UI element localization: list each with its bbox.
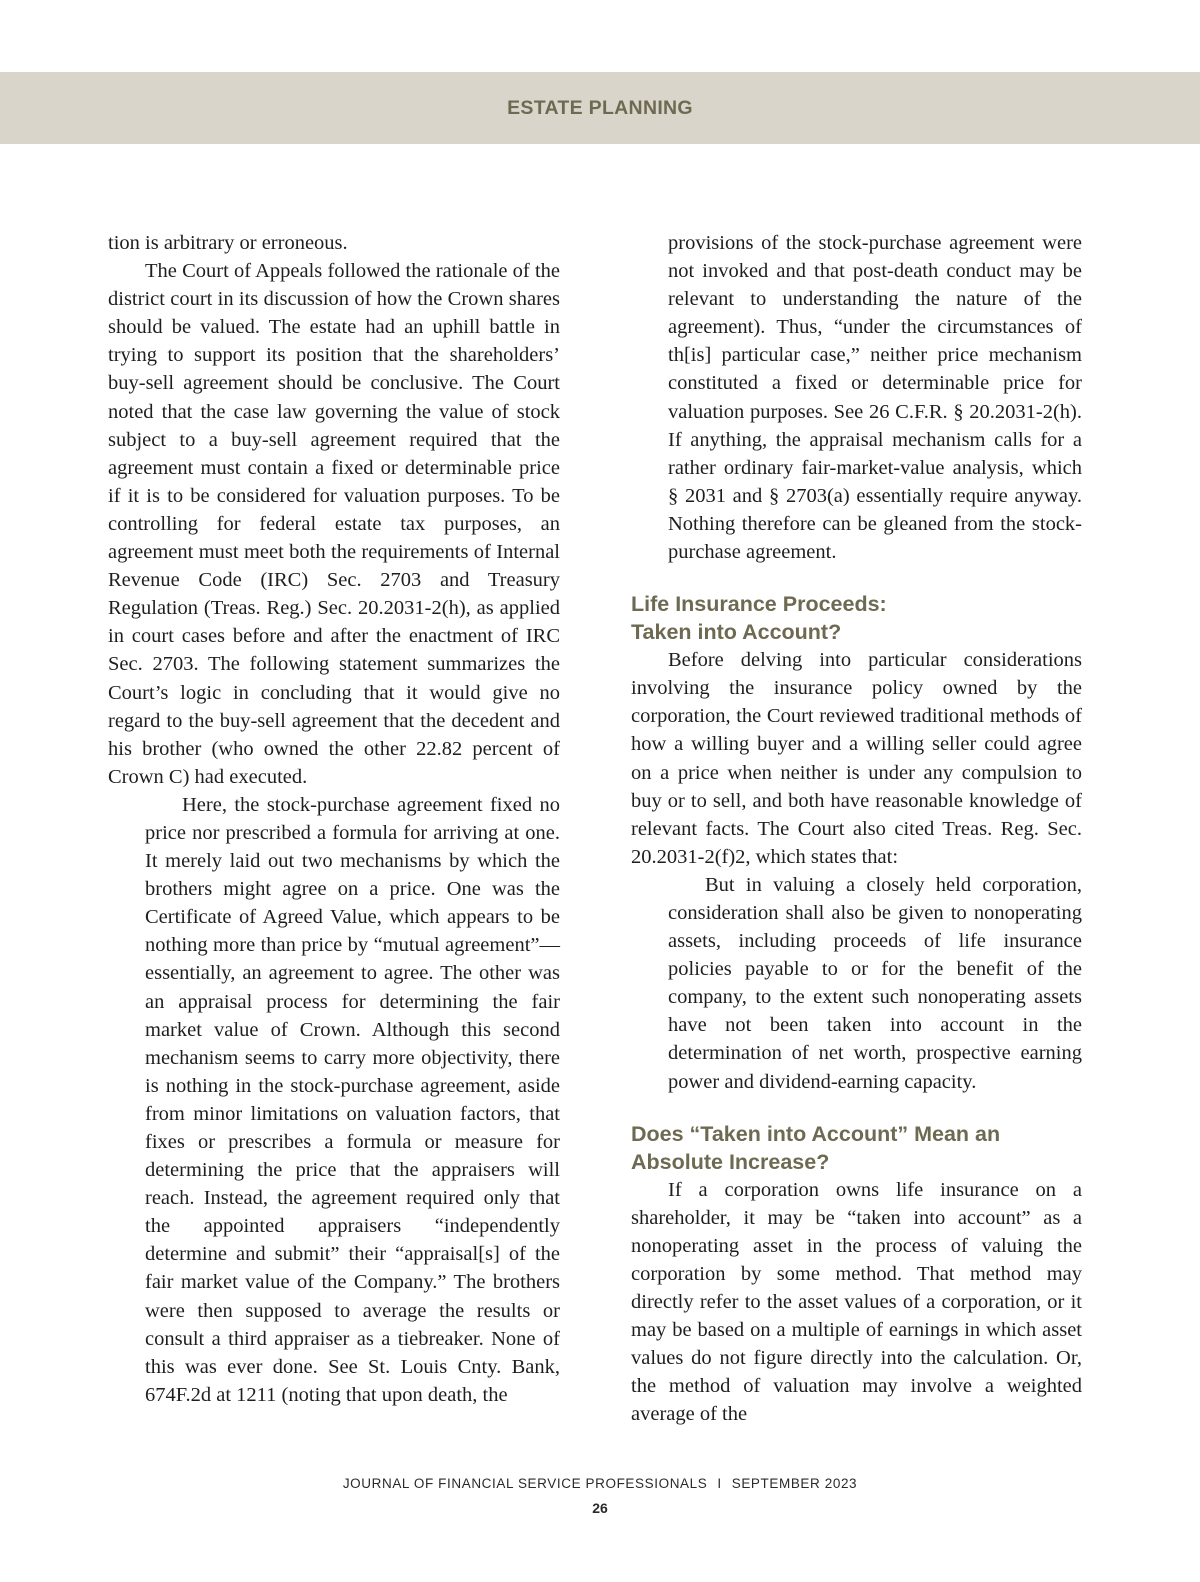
- journal-name: JOURNAL OF FINANCIAL SERVICE PROFESSIONALS: [342, 1476, 708, 1491]
- footer-separator: I: [717, 1476, 722, 1491]
- block-quote-continued: [631, 229, 1082, 566]
- footer-citation: [0, 1474, 1200, 1494]
- section-heading-life-insurance: [631, 590, 1082, 646]
- paragraph-before-delving: Before delving into particular considerations involving the insurance policy owned by the corporation, the Court reviewed traditional methods of how a willing buyer and a willing seller could agree on a price when neither is under any compulsion to buy or to sell, and both have reasonable knowledge of relevant facts. The Court also cited Treas. Reg. Sec. 20.2031-2(f)2, which states that:: [631, 649, 1082, 868]
- page-footer: [0, 1474, 1200, 1518]
- issue-date: SEPTEMBER 2023: [731, 1476, 858, 1491]
- block-quote-text: Here, the stock-purchase agreement fixed no price nor prescribed a formula for arriving at one. It merely laid out two mechanisms by which the brothers might agree on a price. One was the Certificate of Agreed Value, which appears to be nothing more than price by “mutual agreement”—essentially, an agreement to agree. The other was an appraisal process for determining the fair market value of Crown. Although this second mechanism seems to carry more objectivity, there is nothing in the stock-purchase agreement, aside from minor limitations on valuation factors, that fixes or prescribes a formula or measure for determining the price that the appraisers will reach. Instead, the agreement required only that the appointed appraisers “independently determine and submit” their “appraisal[s] of the fair market value of the Company.” The brothers were then supposed to average the results or consult a third appraiser as a tiebreaker. None of this was ever done. See St. Louis Cnty. Bank, 674F.2d at 1211 (noting that upon death, the: [145, 793, 560, 1406]
- section-banner: [0, 72, 1200, 144]
- paragraph-continuation: tion is arbitrary or erroneous.: [108, 232, 348, 254]
- page-number: 26: [592, 1500, 608, 1516]
- right-column: [631, 229, 1082, 1428]
- left-column: [108, 229, 560, 1409]
- section-title: ESTATE PLANNING: [507, 96, 693, 119]
- heading-line: Absolute Increase?: [631, 1149, 830, 1174]
- block-quote-continued-text: provisions of the stock-purchase agreement were not invoked and that post-death conduct may be relevant to understanding the nature of the agreement). Thus, “under the circumstances of th[is] particular case,” neither price mechanism constituted a fixed or determinable price for valuation purposes. See 26 C.F.R. § 20.2031-2(h). If anything, the appraisal mechanism calls for a rather ordinary fair-market-value analysis, which § 2031 and § 2703(a) essentially require anyway. Nothing therefore can be gleaned from the stock-purchase agreement.: [668, 232, 1082, 564]
- block-quote-regulation-text: But in valuing a closely held corporation, consideration shall also be given to nonoperating assets, including proceeds of life insurance policies payable to or for the benefit of the company, to the extent such nonoperating assets have not been taken into account in the determination of net worth, prospective earning power and dividend-earning capacity.: [668, 873, 1082, 1093]
- heading-line: Taken into Account?: [631, 620, 842, 645]
- block-quote: [108, 791, 560, 1409]
- heading-line: Does “Taken into Account” Mean an: [631, 1121, 1001, 1146]
- heading-line: Life Insurance Proceeds:: [631, 592, 887, 617]
- paragraph-court-of-appeals: The Court of Appeals followed the rationale of the district court in its discussion of how the Crown shares should be valued. The estate had an uphill battle in trying to support its position that the shareholders’ buy-sell agreement should be conclusive. The Court noted that the case law governing the value of stock subject to a buy-sell agreement required that the agreement must contain a fixed or determinable price if it is to be considered for valuation purposes. To be controlling for federal estate tax purposes, an agreement must meet both the requirements of Internal Revenue Code (IRC) Sec. 2703 and Treasury Regulation (Treas. Reg.) Sec. 20.2031-2(h), as applied in court cases before and after the enactment of IRC Sec. 2703. The following statement summarizes the Court’s logic in concluding that it would give no regard to the buy-sell agreement that the decedent and his brother (who owned the other 22.82 percent of Crown C) had executed.: [108, 260, 560, 788]
- section-heading-taken-into-account: [631, 1120, 1082, 1176]
- block-quote-regulation: [631, 871, 1082, 1096]
- paragraph-if-corporation: If a corporation owns life insurance on a shareholder, it may be “taken into account” as a nonoperating asset in the process of valuing the corporation by some method. That method may directly refer to the asset values of a corporation, or it may be based on a multiple of earnings in which asset values do not figure directly into the calculation. Or, the method of valuation may involve a weighted average of the: [631, 1178, 1082, 1426]
